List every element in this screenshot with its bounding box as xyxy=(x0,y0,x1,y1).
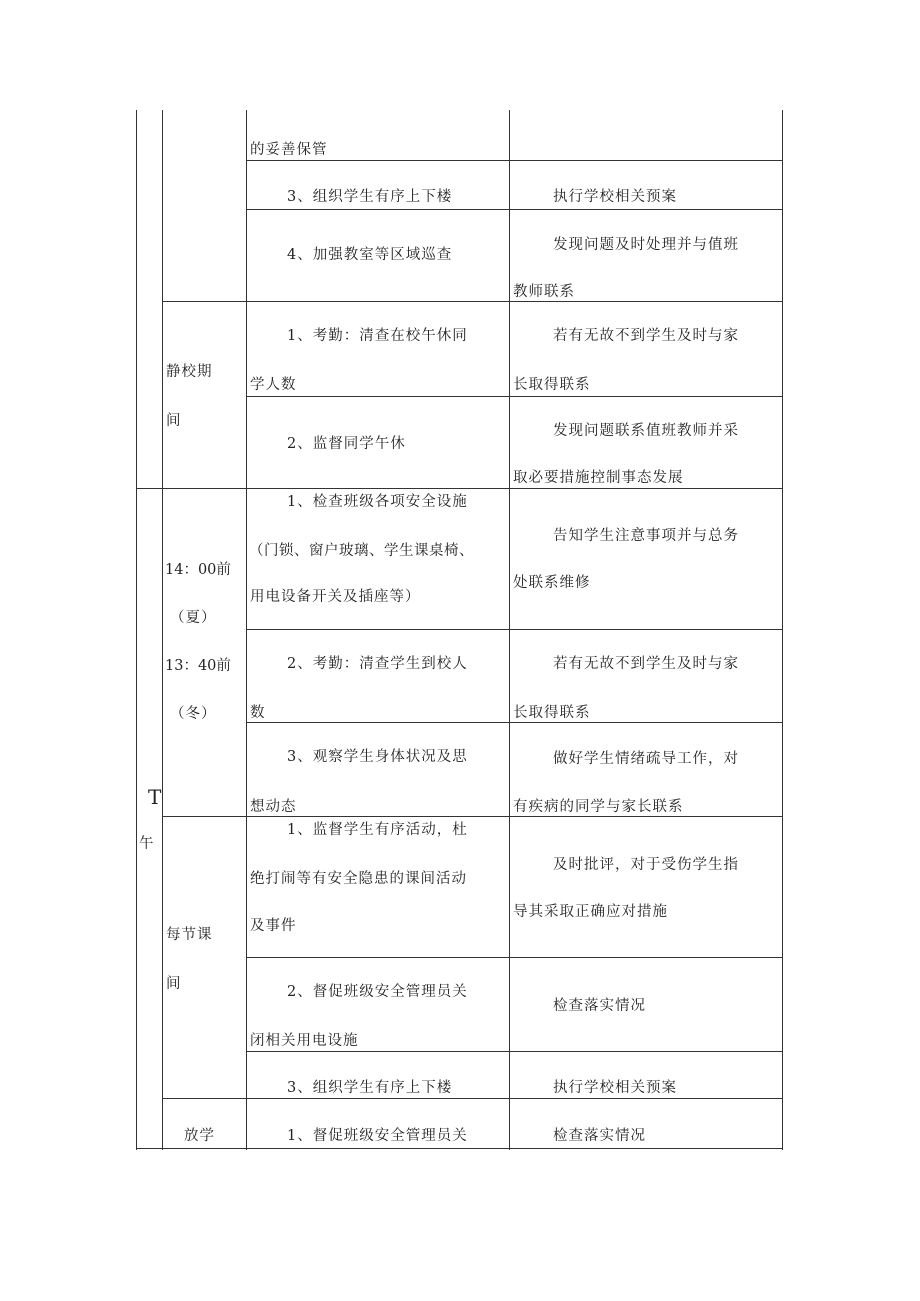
period-label: （夏） xyxy=(170,610,217,626)
period-label: 放学 xyxy=(184,1128,215,1144)
task-text: 闭相关用电设施 xyxy=(250,1033,359,1049)
row-divider xyxy=(246,1051,783,1052)
section-label: T xyxy=(148,785,162,809)
action-text: 检查落实情况 xyxy=(553,998,646,1014)
period-label: 每节课 xyxy=(166,927,213,943)
task-text: 2、考勤：清查学生到校人 xyxy=(287,656,468,672)
task-text: 及事件 xyxy=(250,918,297,934)
task-text: 数 xyxy=(250,705,266,721)
row-divider xyxy=(246,209,783,210)
row-divider xyxy=(246,957,783,958)
action-text: 发现问题联系值班教师并采 xyxy=(553,423,739,439)
period-label: 静校期 xyxy=(166,364,213,380)
task-text: 3、组织学生有序上下楼 xyxy=(287,189,453,205)
action-text: 长取得联系 xyxy=(513,705,591,721)
task-text: 的妥善保管 xyxy=(250,142,328,158)
action-text: 若有无故不到学生及时与家 xyxy=(553,656,739,672)
task-text: 1、考勤：清查在校午休同 xyxy=(287,328,468,344)
task-text: （门锁、窗户玻璃、学生课桌椅、 xyxy=(249,543,474,559)
row-divider xyxy=(246,160,783,161)
action-text: 执行学校相关预案 xyxy=(553,189,677,205)
table-col-divider-2 xyxy=(246,110,247,1150)
period-label: （冬） xyxy=(170,706,217,722)
action-text: 长取得联系 xyxy=(513,377,591,393)
action-text: 执行学校相关预案 xyxy=(553,1080,677,1096)
action-text: 教师联系 xyxy=(513,284,575,300)
task-text: 2、督促班级安全管理员关 xyxy=(287,984,468,1000)
task-text: 学人数 xyxy=(250,377,297,393)
table-col-divider-3 xyxy=(509,110,510,1150)
section-label: 午 xyxy=(139,836,155,852)
task-text: 2、监督同学午休 xyxy=(287,436,406,452)
row-divider xyxy=(162,1098,783,1099)
action-text: 处联系维修 xyxy=(513,575,591,591)
row-divider xyxy=(162,301,783,302)
row-divider xyxy=(246,629,783,630)
task-text: 1、督促班级安全管理员关 xyxy=(287,1128,468,1144)
action-text: 导其采取正确应对措施 xyxy=(513,904,668,920)
period-label: 13：40前 xyxy=(165,658,231,674)
period-label: 14：00前 xyxy=(165,562,231,578)
action-text: 取必要措施控制事态发展 xyxy=(513,470,684,486)
period-label: 间 xyxy=(166,413,182,429)
task-text: 1、检查班级各项安全设施 xyxy=(287,494,468,510)
task-text: 4、加强教室等区域巡查 xyxy=(287,247,453,263)
action-text: 做好学生情绪疏导工作，对 xyxy=(553,751,739,767)
task-text: 3、观察学生身体状况及思 xyxy=(287,749,468,765)
action-text: 告知学生注意事项并与总务 xyxy=(553,528,739,544)
period-label: 间 xyxy=(166,976,182,992)
task-text: 绝打闹等有安全隐患的课间活动 xyxy=(250,871,467,887)
table-col-divider-1 xyxy=(162,110,163,1150)
task-text: 用电设备开关及插座等） xyxy=(250,589,421,605)
action-text: 若有无故不到学生及时与家 xyxy=(553,328,739,344)
action-text: 发现问题及时处理并与值班 xyxy=(553,237,739,253)
action-text: 检查落实情况 xyxy=(553,1128,646,1144)
action-text: 及时批评，对于受伤学生指 xyxy=(553,857,739,873)
table-border-left xyxy=(136,110,137,1150)
action-text: 有疾病的同学与家长联系 xyxy=(513,799,684,815)
section-divider xyxy=(136,488,783,489)
row-divider xyxy=(246,396,783,397)
task-text: 1、监督学生有序活动，杜 xyxy=(287,822,468,838)
task-text: 想动态 xyxy=(250,799,297,815)
table-border-bottom xyxy=(136,1148,783,1149)
table-border-right xyxy=(782,110,783,1150)
task-text: 3、组织学生有序上下楼 xyxy=(287,1080,453,1096)
